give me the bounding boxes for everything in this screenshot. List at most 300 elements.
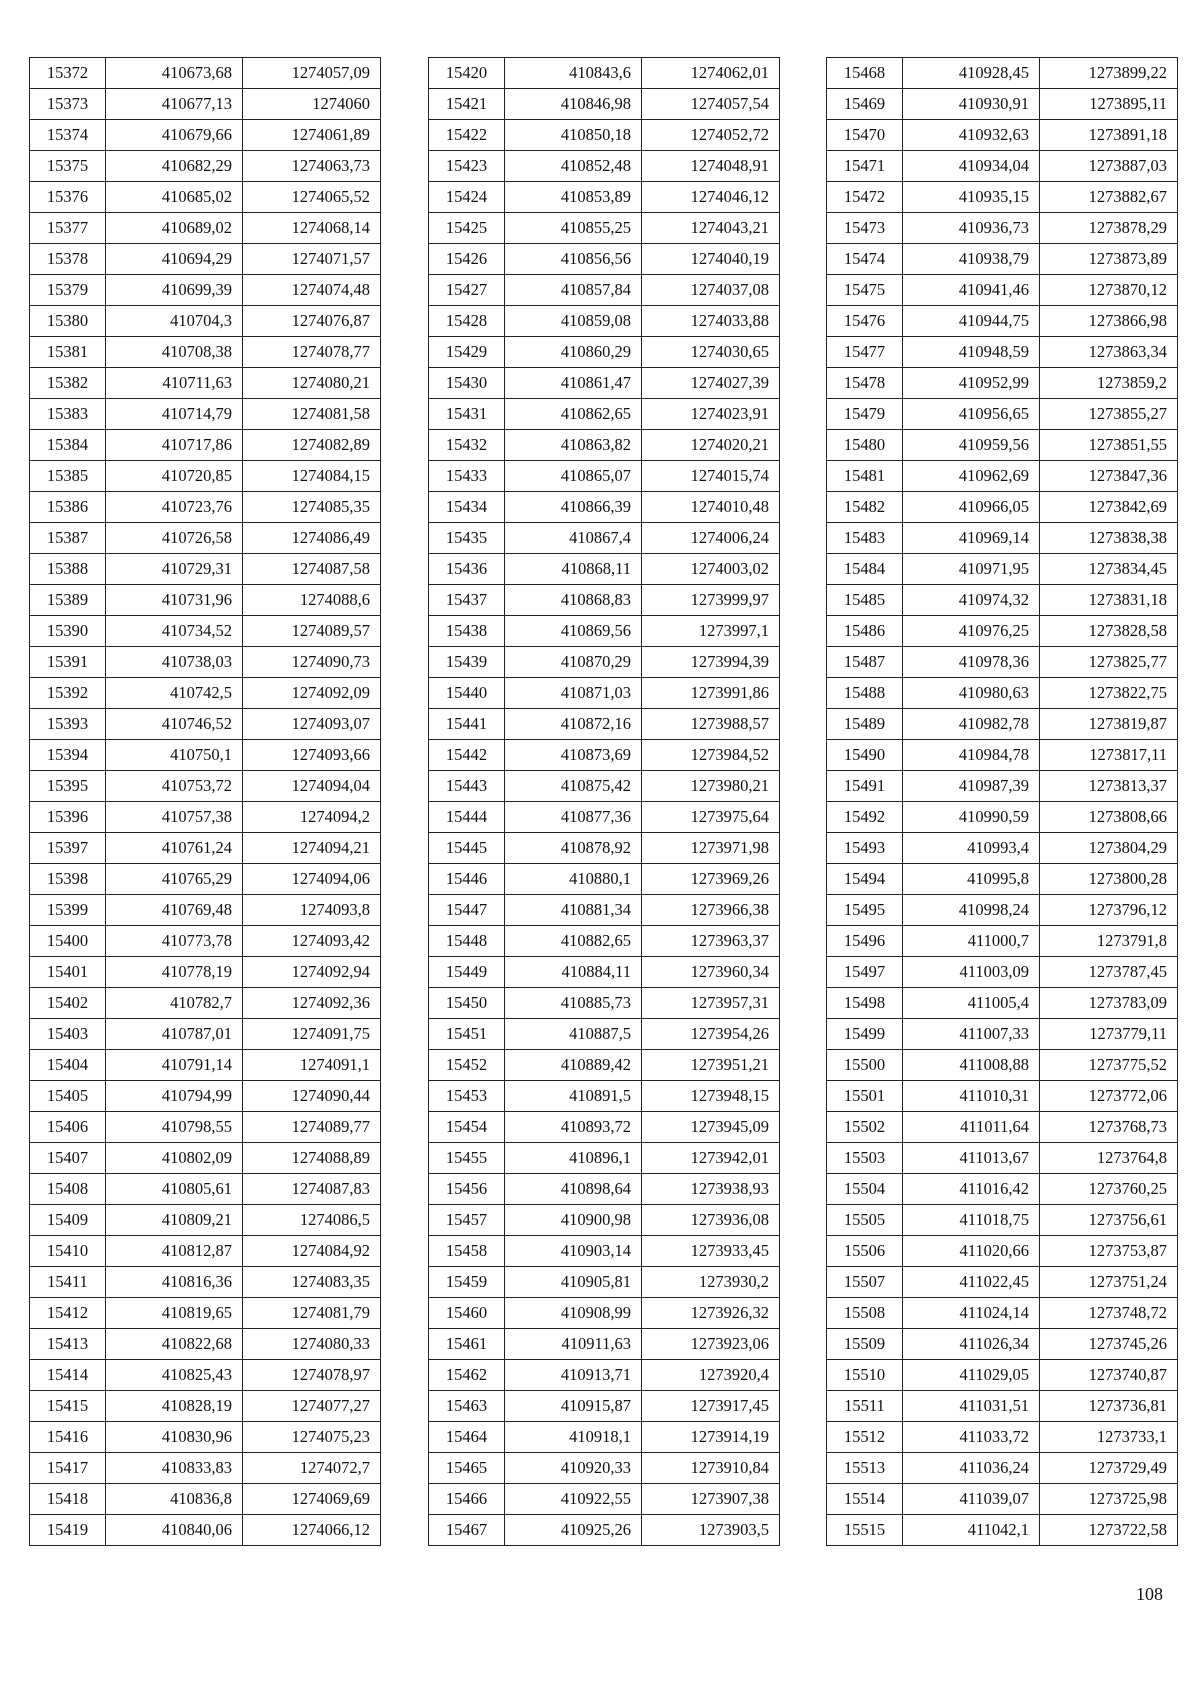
table-row xyxy=(30,802,381,833)
table-row xyxy=(827,492,1178,523)
point-number-cell: 15396 xyxy=(30,802,106,833)
table-row xyxy=(827,1484,1178,1515)
x-coordinate-cell: 411000,7 xyxy=(903,926,1040,957)
table-row xyxy=(827,833,1178,864)
point-number-cell: 15388 xyxy=(30,554,106,585)
table-row xyxy=(827,678,1178,709)
x-coordinate-cell: 410870,29 xyxy=(505,647,642,678)
point-number-cell: 15375 xyxy=(30,151,106,182)
point-number-cell: 15476 xyxy=(827,306,903,337)
point-number-cell: 15466 xyxy=(429,1484,505,1515)
y-coordinate-cell: 1273834,45 xyxy=(1040,554,1178,585)
table-row xyxy=(827,957,1178,988)
y-coordinate-cell: 1274010,48 xyxy=(642,492,780,523)
y-coordinate-cell: 1273887,03 xyxy=(1040,151,1178,182)
y-coordinate-cell: 1274040,19 xyxy=(642,244,780,275)
x-coordinate-cell: 410753,72 xyxy=(106,771,243,802)
table-row xyxy=(429,399,780,430)
x-coordinate-cell: 410723,76 xyxy=(106,492,243,523)
x-coordinate-cell: 410791,14 xyxy=(106,1050,243,1081)
table-row xyxy=(30,616,381,647)
x-coordinate-cell: 410809,21 xyxy=(106,1205,243,1236)
x-coordinate-cell: 410717,86 xyxy=(106,430,243,461)
point-number-cell: 15429 xyxy=(429,337,505,368)
table-row xyxy=(30,275,381,306)
y-coordinate-cell: 1273914,19 xyxy=(642,1422,780,1453)
x-coordinate-cell: 410714,79 xyxy=(106,399,243,430)
y-coordinate-cell: 1273933,45 xyxy=(642,1236,780,1267)
x-coordinate-cell: 410938,79 xyxy=(903,244,1040,275)
point-number-cell: 15510 xyxy=(827,1360,903,1391)
table-row xyxy=(429,306,780,337)
table-row xyxy=(30,1360,381,1391)
table-row xyxy=(429,1174,780,1205)
point-number-cell: 15465 xyxy=(429,1453,505,1484)
table-row xyxy=(429,585,780,616)
y-coordinate-cell: 1273817,11 xyxy=(1040,740,1178,771)
y-coordinate-cell: 1273863,34 xyxy=(1040,337,1178,368)
x-coordinate-cell: 410738,03 xyxy=(106,647,243,678)
point-number-cell: 15508 xyxy=(827,1298,903,1329)
x-coordinate-cell: 410959,56 xyxy=(903,430,1040,461)
point-number-cell: 15448 xyxy=(429,926,505,957)
x-coordinate-cell: 410720,85 xyxy=(106,461,243,492)
x-coordinate-cell: 410920,33 xyxy=(505,1453,642,1484)
table-row xyxy=(30,430,381,461)
y-coordinate-cell: 1273838,38 xyxy=(1040,523,1178,554)
x-coordinate-cell: 410869,56 xyxy=(505,616,642,647)
point-number-cell: 15472 xyxy=(827,182,903,213)
point-number-cell: 15433 xyxy=(429,461,505,492)
point-number-cell: 15420 xyxy=(429,58,505,89)
point-number-cell: 15382 xyxy=(30,368,106,399)
table-row xyxy=(429,833,780,864)
y-coordinate-cell: 1274077,27 xyxy=(243,1391,381,1422)
y-coordinate-cell: 1274092,09 xyxy=(243,678,381,709)
x-coordinate-cell: 410825,43 xyxy=(106,1360,243,1391)
x-coordinate-cell: 410928,45 xyxy=(903,58,1040,89)
y-coordinate-cell: 1274094,04 xyxy=(243,771,381,802)
y-coordinate-cell: 1274091,1 xyxy=(243,1050,381,1081)
table-row xyxy=(827,58,1178,89)
y-coordinate-cell: 1273891,18 xyxy=(1040,120,1178,151)
y-coordinate-cell: 1273999,97 xyxy=(642,585,780,616)
table-row xyxy=(30,399,381,430)
table-row xyxy=(30,740,381,771)
y-coordinate-cell: 1273804,29 xyxy=(1040,833,1178,864)
table-row xyxy=(827,1143,1178,1174)
point-number-cell: 15501 xyxy=(827,1081,903,1112)
point-number-cell: 15380 xyxy=(30,306,106,337)
y-coordinate-cell: 1273796,12 xyxy=(1040,895,1178,926)
point-number-cell: 15495 xyxy=(827,895,903,926)
x-coordinate-cell: 410794,99 xyxy=(106,1081,243,1112)
table-row xyxy=(30,337,381,368)
point-number-cell: 15411 xyxy=(30,1267,106,1298)
point-number-cell: 15455 xyxy=(429,1143,505,1174)
table-row xyxy=(827,1112,1178,1143)
y-coordinate-cell: 1274048,91 xyxy=(642,151,780,182)
x-coordinate-cell: 410873,69 xyxy=(505,740,642,771)
table-row xyxy=(827,1298,1178,1329)
y-coordinate-cell: 1273813,37 xyxy=(1040,771,1178,802)
table-row xyxy=(827,213,1178,244)
point-number-cell: 15430 xyxy=(429,368,505,399)
table-row xyxy=(429,244,780,275)
table-row xyxy=(429,1112,780,1143)
table-row xyxy=(827,1050,1178,1081)
point-number-cell: 15427 xyxy=(429,275,505,306)
x-coordinate-cell: 410936,73 xyxy=(903,213,1040,244)
table-row xyxy=(30,1050,381,1081)
y-coordinate-cell: 1273984,52 xyxy=(642,740,780,771)
x-coordinate-cell: 410896,1 xyxy=(505,1143,642,1174)
x-coordinate-cell: 410885,73 xyxy=(505,988,642,1019)
y-coordinate-cell: 1273917,45 xyxy=(642,1391,780,1422)
x-coordinate-cell: 410782,7 xyxy=(106,988,243,1019)
y-coordinate-cell: 1274093,42 xyxy=(243,926,381,957)
x-coordinate-cell: 410922,55 xyxy=(505,1484,642,1515)
x-coordinate-cell: 410734,52 xyxy=(106,616,243,647)
y-coordinate-cell: 1274052,72 xyxy=(642,120,780,151)
table-row xyxy=(30,709,381,740)
table-row xyxy=(827,275,1178,306)
y-coordinate-cell: 1274063,73 xyxy=(243,151,381,182)
y-coordinate-cell: 1273725,98 xyxy=(1040,1484,1178,1515)
y-coordinate-cell: 1273825,77 xyxy=(1040,647,1178,678)
point-number-cell: 15401 xyxy=(30,957,106,988)
table-row xyxy=(429,554,780,585)
y-coordinate-cell: 1274085,35 xyxy=(243,492,381,523)
table-row xyxy=(827,399,1178,430)
x-coordinate-cell: 410761,24 xyxy=(106,833,243,864)
y-coordinate-cell: 1273870,12 xyxy=(1040,275,1178,306)
point-number-cell: 15395 xyxy=(30,771,106,802)
table-row xyxy=(429,1019,780,1050)
table-row xyxy=(827,771,1178,802)
x-coordinate-cell: 410773,78 xyxy=(106,926,243,957)
coordinate-table-3 xyxy=(826,57,1178,1546)
table-row xyxy=(429,926,780,957)
point-number-cell: 15392 xyxy=(30,678,106,709)
x-coordinate-cell: 411011,64 xyxy=(903,1112,1040,1143)
x-coordinate-cell: 410934,04 xyxy=(903,151,1040,182)
point-number-cell: 15424 xyxy=(429,182,505,213)
table-row xyxy=(30,678,381,709)
y-coordinate-cell: 1274069,69 xyxy=(243,1484,381,1515)
table-row xyxy=(30,306,381,337)
y-coordinate-cell: 1273831,18 xyxy=(1040,585,1178,616)
y-coordinate-cell: 1274088,6 xyxy=(243,585,381,616)
table-row xyxy=(827,864,1178,895)
y-coordinate-cell: 1274081,79 xyxy=(243,1298,381,1329)
table-row xyxy=(429,1515,780,1546)
x-coordinate-cell: 411022,45 xyxy=(903,1267,1040,1298)
point-number-cell: 15389 xyxy=(30,585,106,616)
y-coordinate-cell: 1273963,37 xyxy=(642,926,780,957)
point-number-cell: 15410 xyxy=(30,1236,106,1267)
x-coordinate-cell: 410726,58 xyxy=(106,523,243,554)
point-number-cell: 15413 xyxy=(30,1329,106,1360)
x-coordinate-cell: 411007,33 xyxy=(903,1019,1040,1050)
point-number-cell: 15394 xyxy=(30,740,106,771)
point-number-cell: 15452 xyxy=(429,1050,505,1081)
x-coordinate-cell: 410805,61 xyxy=(106,1174,243,1205)
point-number-cell: 15391 xyxy=(30,647,106,678)
point-number-cell: 15493 xyxy=(827,833,903,864)
table-row xyxy=(30,926,381,957)
x-coordinate-cell: 410746,52 xyxy=(106,709,243,740)
y-coordinate-cell: 1274060 xyxy=(243,89,381,120)
point-number-cell: 15505 xyxy=(827,1205,903,1236)
table-row xyxy=(827,244,1178,275)
point-number-cell: 15464 xyxy=(429,1422,505,1453)
y-coordinate-cell: 1273926,32 xyxy=(642,1298,780,1329)
point-number-cell: 15474 xyxy=(827,244,903,275)
table-row xyxy=(429,58,780,89)
x-coordinate-cell: 410833,83 xyxy=(106,1453,243,1484)
point-number-cell: 15491 xyxy=(827,771,903,802)
table-row xyxy=(429,461,780,492)
x-coordinate-cell: 410769,48 xyxy=(106,895,243,926)
point-number-cell: 15512 xyxy=(827,1422,903,1453)
y-coordinate-cell: 1273873,89 xyxy=(1040,244,1178,275)
x-coordinate-cell: 410682,29 xyxy=(106,151,243,182)
y-coordinate-cell: 1273948,15 xyxy=(642,1081,780,1112)
x-coordinate-cell: 410889,42 xyxy=(505,1050,642,1081)
x-coordinate-cell: 410846,98 xyxy=(505,89,642,120)
point-number-cell: 15390 xyxy=(30,616,106,647)
point-number-cell: 15415 xyxy=(30,1391,106,1422)
table-row xyxy=(827,430,1178,461)
x-coordinate-cell: 410798,55 xyxy=(106,1112,243,1143)
x-coordinate-cell: 410860,29 xyxy=(505,337,642,368)
x-coordinate-cell: 410984,78 xyxy=(903,740,1040,771)
y-coordinate-cell: 1274087,83 xyxy=(243,1174,381,1205)
x-coordinate-cell: 411003,09 xyxy=(903,957,1040,988)
x-coordinate-cell: 411039,07 xyxy=(903,1484,1040,1515)
table-row xyxy=(30,585,381,616)
table-row xyxy=(30,1329,381,1360)
x-coordinate-cell: 410765,29 xyxy=(106,864,243,895)
table-row xyxy=(827,802,1178,833)
y-coordinate-cell: 1274092,36 xyxy=(243,988,381,1019)
point-number-cell: 15399 xyxy=(30,895,106,926)
x-coordinate-cell: 410836,8 xyxy=(106,1484,243,1515)
table-row xyxy=(429,1267,780,1298)
y-coordinate-cell: 1274089,77 xyxy=(243,1112,381,1143)
y-coordinate-cell: 1273745,26 xyxy=(1040,1329,1178,1360)
point-number-cell: 15416 xyxy=(30,1422,106,1453)
x-coordinate-cell: 410731,96 xyxy=(106,585,243,616)
point-number-cell: 15422 xyxy=(429,120,505,151)
y-coordinate-cell: 1273936,08 xyxy=(642,1205,780,1236)
table-row xyxy=(827,523,1178,554)
table-row xyxy=(827,306,1178,337)
x-coordinate-cell: 410822,68 xyxy=(106,1329,243,1360)
point-number-cell: 15435 xyxy=(429,523,505,554)
point-number-cell: 15418 xyxy=(30,1484,106,1515)
table-row xyxy=(827,1391,1178,1422)
y-coordinate-cell: 1273748,72 xyxy=(1040,1298,1178,1329)
x-coordinate-cell: 410871,03 xyxy=(505,678,642,709)
x-coordinate-cell: 411036,24 xyxy=(903,1453,1040,1484)
x-coordinate-cell: 410828,19 xyxy=(106,1391,243,1422)
table-row xyxy=(827,988,1178,1019)
point-number-cell: 15480 xyxy=(827,430,903,461)
x-coordinate-cell: 410866,39 xyxy=(505,492,642,523)
y-coordinate-cell: 1274020,21 xyxy=(642,430,780,461)
y-coordinate-cell: 1273751,24 xyxy=(1040,1267,1178,1298)
table-row xyxy=(429,802,780,833)
point-number-cell: 15387 xyxy=(30,523,106,554)
y-coordinate-cell: 1273969,26 xyxy=(642,864,780,895)
table-row xyxy=(827,1019,1178,1050)
point-number-cell: 15500 xyxy=(827,1050,903,1081)
point-number-cell: 15484 xyxy=(827,554,903,585)
y-coordinate-cell: 1273991,86 xyxy=(642,678,780,709)
point-number-cell: 15400 xyxy=(30,926,106,957)
x-coordinate-cell: 411029,05 xyxy=(903,1360,1040,1391)
y-coordinate-cell: 1274091,75 xyxy=(243,1019,381,1050)
x-coordinate-cell: 411008,88 xyxy=(903,1050,1040,1081)
point-number-cell: 15494 xyxy=(827,864,903,895)
y-coordinate-cell: 1274090,44 xyxy=(243,1081,381,1112)
table-row xyxy=(429,1453,780,1484)
point-number-cell: 15425 xyxy=(429,213,505,244)
point-number-cell: 15504 xyxy=(827,1174,903,1205)
point-number-cell: 15408 xyxy=(30,1174,106,1205)
table-row xyxy=(429,988,780,1019)
table-row xyxy=(827,1174,1178,1205)
point-number-cell: 15456 xyxy=(429,1174,505,1205)
y-coordinate-cell: 1274006,24 xyxy=(642,523,780,554)
table-row xyxy=(429,864,780,895)
point-number-cell: 15468 xyxy=(827,58,903,89)
y-coordinate-cell: 1274092,94 xyxy=(243,957,381,988)
point-number-cell: 15470 xyxy=(827,120,903,151)
y-coordinate-cell: 1274083,35 xyxy=(243,1267,381,1298)
y-coordinate-cell: 1273954,26 xyxy=(642,1019,780,1050)
y-coordinate-cell: 1273768,73 xyxy=(1040,1112,1178,1143)
table-row xyxy=(827,1205,1178,1236)
x-coordinate-cell: 410673,68 xyxy=(106,58,243,89)
table-row xyxy=(30,120,381,151)
point-number-cell: 15489 xyxy=(827,709,903,740)
y-coordinate-cell: 1273957,31 xyxy=(642,988,780,1019)
table-row xyxy=(30,213,381,244)
point-number-cell: 15442 xyxy=(429,740,505,771)
table-row xyxy=(30,1391,381,1422)
x-coordinate-cell: 410840,06 xyxy=(106,1515,243,1546)
table-row xyxy=(30,1484,381,1515)
x-coordinate-cell: 410868,11 xyxy=(505,554,642,585)
y-coordinate-cell: 1274074,48 xyxy=(243,275,381,306)
y-coordinate-cell: 1273729,49 xyxy=(1040,1453,1178,1484)
y-coordinate-cell: 1273851,55 xyxy=(1040,430,1178,461)
table-row xyxy=(827,1236,1178,1267)
x-coordinate-cell: 410708,38 xyxy=(106,337,243,368)
table-row xyxy=(429,1329,780,1360)
x-coordinate-cell: 410868,83 xyxy=(505,585,642,616)
y-coordinate-cell: 1273980,21 xyxy=(642,771,780,802)
table-row xyxy=(429,678,780,709)
y-coordinate-cell: 1274003,02 xyxy=(642,554,780,585)
table-row xyxy=(429,957,780,988)
table-row xyxy=(429,1298,780,1329)
point-number-cell: 15376 xyxy=(30,182,106,213)
y-coordinate-cell: 1274062,01 xyxy=(642,58,780,89)
table-row xyxy=(429,740,780,771)
table-row xyxy=(30,1174,381,1205)
x-coordinate-cell: 410878,92 xyxy=(505,833,642,864)
table-row xyxy=(429,647,780,678)
y-coordinate-cell: 1273722,58 xyxy=(1040,1515,1178,1546)
table-row xyxy=(827,1081,1178,1112)
x-coordinate-cell: 410998,24 xyxy=(903,895,1040,926)
y-coordinate-cell: 1273772,06 xyxy=(1040,1081,1178,1112)
x-coordinate-cell: 410915,87 xyxy=(505,1391,642,1422)
y-coordinate-cell: 1274093,07 xyxy=(243,709,381,740)
point-number-cell: 15496 xyxy=(827,926,903,957)
y-coordinate-cell: 1274084,92 xyxy=(243,1236,381,1267)
y-coordinate-cell: 1273988,57 xyxy=(642,709,780,740)
point-number-cell: 15506 xyxy=(827,1236,903,1267)
x-coordinate-cell: 410893,72 xyxy=(505,1112,642,1143)
point-number-cell: 15490 xyxy=(827,740,903,771)
y-coordinate-cell: 1274072,7 xyxy=(243,1453,381,1484)
x-coordinate-cell: 410742,5 xyxy=(106,678,243,709)
table-row xyxy=(30,771,381,802)
y-coordinate-cell: 1274086,5 xyxy=(243,1205,381,1236)
table-row xyxy=(827,585,1178,616)
y-coordinate-cell: 1273733,1 xyxy=(1040,1422,1178,1453)
x-coordinate-cell: 410935,15 xyxy=(903,182,1040,213)
table-row xyxy=(827,368,1178,399)
table-row xyxy=(429,368,780,399)
y-coordinate-cell: 1274093,8 xyxy=(243,895,381,926)
x-coordinate-cell: 410982,78 xyxy=(903,709,1040,740)
table-row xyxy=(827,895,1178,926)
point-number-cell: 15393 xyxy=(30,709,106,740)
point-number-cell: 15482 xyxy=(827,492,903,523)
x-coordinate-cell: 411013,67 xyxy=(903,1143,1040,1174)
x-coordinate-cell: 410875,42 xyxy=(505,771,642,802)
point-number-cell: 15377 xyxy=(30,213,106,244)
y-coordinate-cell: 1274046,12 xyxy=(642,182,780,213)
x-coordinate-cell: 410903,14 xyxy=(505,1236,642,1267)
y-coordinate-cell: 1273899,22 xyxy=(1040,58,1178,89)
x-coordinate-cell: 410679,66 xyxy=(106,120,243,151)
table-row xyxy=(429,616,780,647)
table-row xyxy=(429,1422,780,1453)
x-coordinate-cell: 411026,34 xyxy=(903,1329,1040,1360)
point-number-cell: 15481 xyxy=(827,461,903,492)
point-number-cell: 15407 xyxy=(30,1143,106,1174)
x-coordinate-cell: 411010,31 xyxy=(903,1081,1040,1112)
point-number-cell: 15459 xyxy=(429,1267,505,1298)
y-coordinate-cell: 1273847,36 xyxy=(1040,461,1178,492)
point-number-cell: 15475 xyxy=(827,275,903,306)
y-coordinate-cell: 1273828,58 xyxy=(1040,616,1178,647)
x-coordinate-cell: 411018,75 xyxy=(903,1205,1040,1236)
table-row xyxy=(30,492,381,523)
table-row xyxy=(827,1329,1178,1360)
y-coordinate-cell: 1274075,23 xyxy=(243,1422,381,1453)
y-coordinate-cell: 1274066,12 xyxy=(243,1515,381,1546)
point-number-cell: 15372 xyxy=(30,58,106,89)
table-row xyxy=(30,1236,381,1267)
